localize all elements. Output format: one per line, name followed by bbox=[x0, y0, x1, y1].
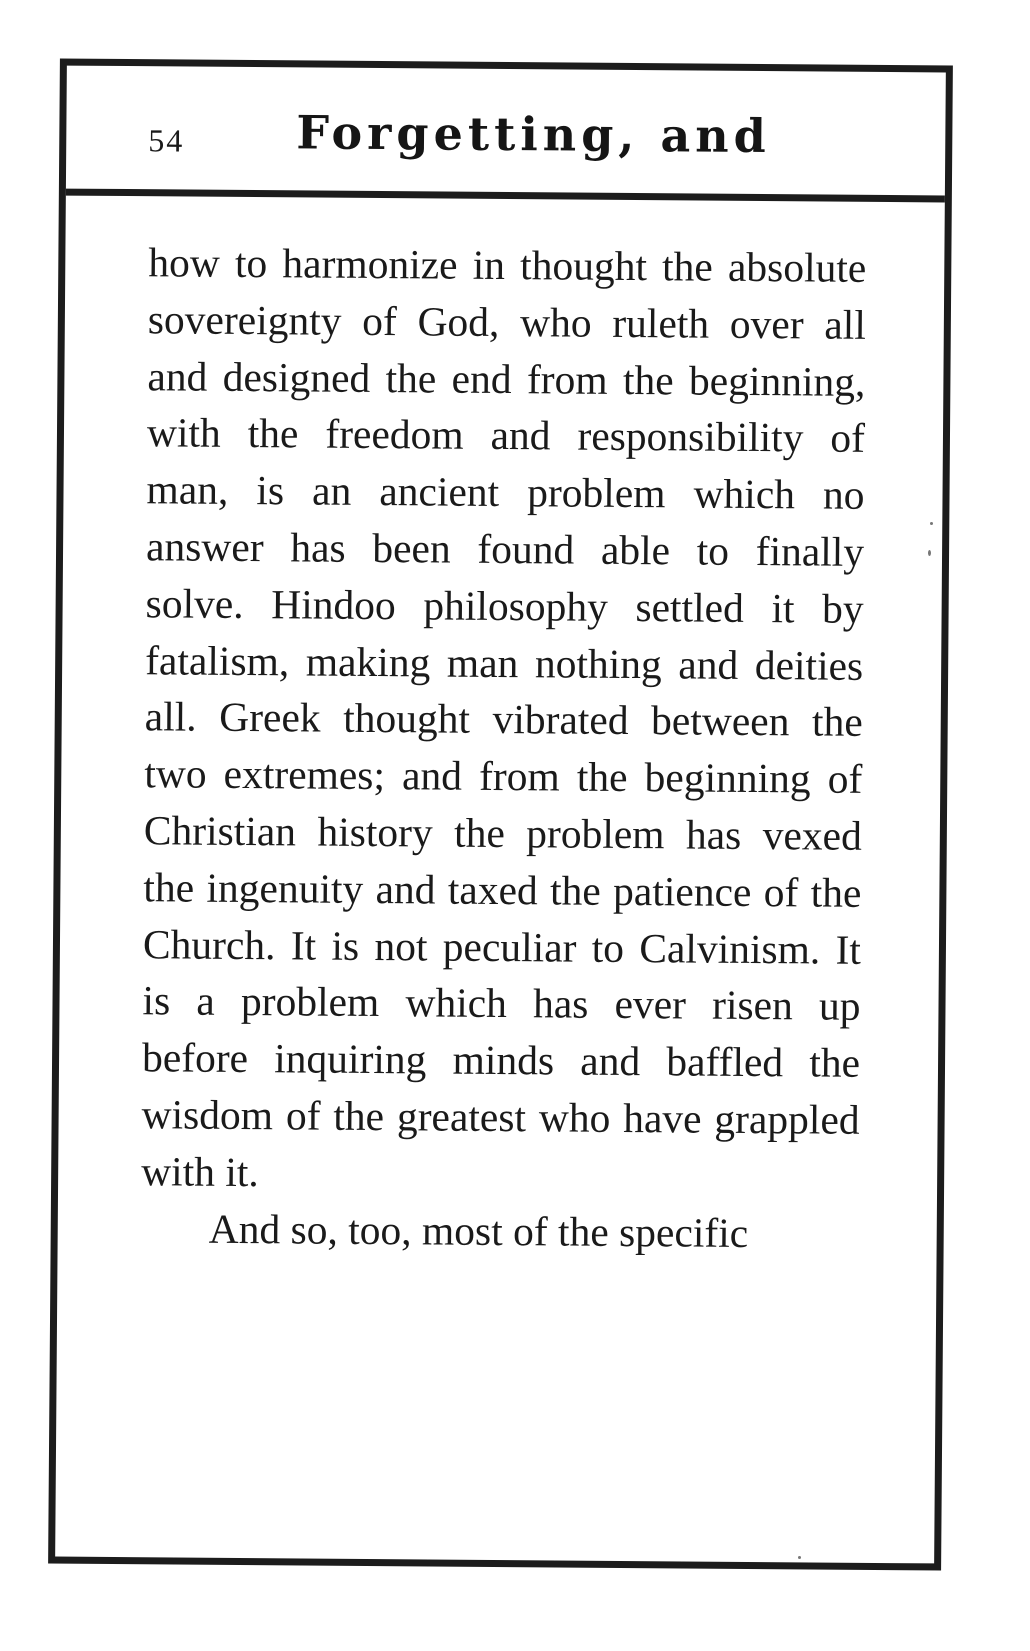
running-head-title: Forgetting, and bbox=[296, 105, 772, 164]
page-header bbox=[66, 66, 946, 203]
page-number: 54 bbox=[148, 122, 185, 159]
paragraph: And so, too, most of the specific bbox=[208, 1205, 749, 1256]
paper-speck bbox=[930, 522, 933, 525]
paper-speck bbox=[928, 550, 931, 556]
paper-speck bbox=[798, 1556, 801, 1559]
body-text bbox=[141, 234, 867, 1262]
paragraph: how to harmonize in thought the absolute sovereignty of God, who ruleth over all and designed the end from the beginning, with the freedom and responsibility of man, is an ancient problem which no answer has been found able to finally solve. Hindoo philosophy settled it by fatalism, making man nothing and deities all. Greek thought vibrated between the two extremes; and from the beginning of Christian history the problem has vexed the ingenuity and taxed the patience of the Church. It is not peculiar to Calvinism. It is a problem which has ever risen up before inquiring minds and baffled the wisdom of the greatest who have grappled with it. bbox=[141, 239, 867, 1195]
page-border-frame bbox=[48, 59, 953, 1571]
